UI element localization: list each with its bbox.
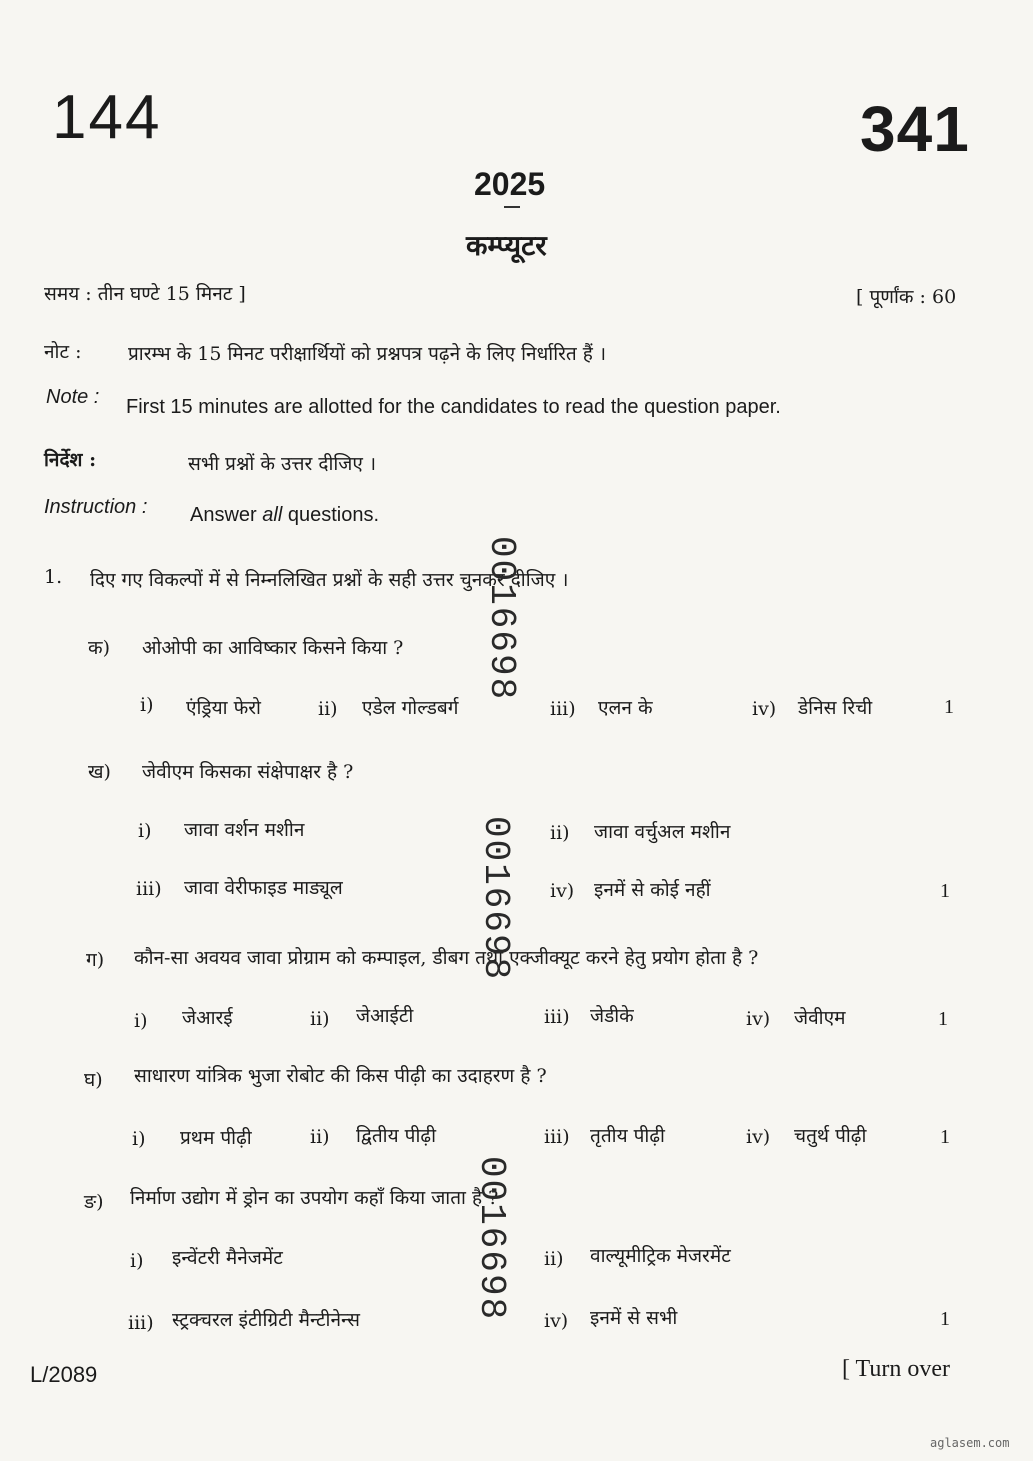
part-question: जेवीएम किसका संक्षेपाक्षर है ?: [142, 761, 354, 783]
part-label: ग): [86, 949, 105, 971]
part-question: निर्माण उद्योग में ड्रोन का उपयोग कहाँ किया जाता है ?: [130, 1187, 499, 1209]
footer-code: L/2089: [30, 1362, 98, 1387]
instruction-hi-text: सभी प्रश्नों के उत्तर दीजिए ।: [188, 453, 377, 475]
note-hi-label: नोट :: [44, 341, 82, 363]
option-number: iii): [544, 1006, 570, 1028]
option-text: जावा वर्शन मशीन: [184, 819, 305, 841]
serial-stamp: 0016698: [475, 816, 516, 982]
option-text: स्ट्रक्चरल इंटीग्रिटी मैन्टीनेन्स: [172, 1309, 360, 1331]
instruction-en-post: questions.: [282, 504, 379, 526]
part-question: कौन-सा अवयव जावा प्रोग्राम को कम्पाइल, डीबग तथा एक्जीक्यूट करने हेतु प्रयोग होता है ?: [134, 947, 759, 969]
option-text: एडेल गोल्डबर्ग: [362, 697, 459, 719]
option-text: जेवीएम: [794, 1007, 846, 1029]
part-label: क): [88, 637, 111, 659]
marks: 1: [940, 880, 950, 902]
option-number: i): [132, 1128, 146, 1150]
option-number: i): [134, 1010, 148, 1032]
option-text: इन्वेंटरी मैनेजमेंट: [172, 1247, 283, 1269]
instruction-en-text: [190, 504, 379, 527]
exam-year: 2025: [474, 166, 546, 202]
option-number: iv): [746, 1008, 771, 1030]
watermark: aglasem.com: [930, 1436, 1010, 1450]
option-text: जेआरई: [182, 1007, 233, 1029]
option-number: i): [140, 694, 154, 716]
question-number: 1.: [44, 566, 63, 588]
part-question: साधारण यांत्रिक भुजा रोबोट की किस पीढ़ी का उदाहरण है ?: [134, 1065, 547, 1087]
part-question: ओओपी का आविष्कार किसने किया ?: [142, 637, 404, 659]
instruction-en-all: all: [262, 504, 283, 526]
option-number: iii): [136, 878, 162, 900]
note-en-label: Note :: [46, 386, 100, 408]
time-allowed: समय : तीन घण्टे 15 मिनट ]: [44, 283, 246, 305]
option-text: एंड्रिया फेरो: [186, 697, 261, 719]
marks: 1: [940, 1308, 950, 1330]
option-text: चतुर्थ पीढ़ी: [794, 1125, 867, 1147]
option-text: वाल्यूमीट्रिक मेजरमेंट: [590, 1245, 731, 1267]
max-marks: [ पूर्णांक : 60: [856, 286, 957, 308]
option-number: i): [138, 820, 152, 842]
option-number: iv): [752, 698, 777, 720]
option-text: इनमें से कोई नहीं: [594, 879, 711, 901]
option-number: i): [130, 1250, 144, 1272]
paper-code-left: 144: [52, 83, 162, 152]
note-hi-text: प्रारम्भ के 15 मिनट परीक्षार्थियों को प्रश्नपत्र पढ़ने के लिए निर्धारित हैं ।: [128, 343, 607, 365]
instruction-hi-label: निर्देश :: [44, 449, 97, 471]
option-number: ii): [550, 822, 570, 844]
option-text: तृतीय पीढ़ी: [590, 1125, 665, 1147]
option-number: iv): [544, 1310, 569, 1332]
part-label: ङ): [84, 1191, 104, 1213]
option-text: द्वितीय पीढ़ी: [356, 1125, 436, 1147]
option-number: iv): [550, 880, 575, 902]
option-number: ii): [310, 1126, 330, 1148]
option-number: iii): [550, 698, 576, 720]
option-text: जावा वर्चुअल मशीन: [594, 821, 731, 843]
option-text: जेडीके: [590, 1005, 634, 1027]
option-number: ii): [318, 698, 338, 720]
marks: 1: [944, 696, 954, 718]
option-text: जेआईटी: [356, 1005, 414, 1027]
marks: 1: [938, 1008, 948, 1030]
serial-stamp: 0016698: [471, 1156, 512, 1322]
option-text: जावा वेरीफाइड माड्यूल: [184, 877, 343, 899]
option-number: iii): [128, 1312, 154, 1334]
marks: 1: [940, 1126, 950, 1148]
question-text: दिए गए विकल्पों में से निम्नलिखित प्रश्नों के सही उत्तर चुनकर दीजिए ।: [90, 569, 569, 591]
option-text: प्रथम पीढ़ी: [180, 1127, 252, 1149]
option-text: एलन के: [598, 697, 653, 719]
turn-over: [ Turn over: [842, 1356, 951, 1382]
year-underline: [504, 206, 520, 208]
option-number: ii): [310, 1008, 330, 1030]
subject-title: कम्प्यूटर: [466, 229, 547, 262]
option-number: ii): [544, 1248, 564, 1270]
instruction-en-label: Instruction :: [44, 496, 148, 518]
option-number: iii): [544, 1126, 570, 1148]
serial-stamp: 0016698: [481, 536, 522, 702]
note-en-text: First 15 minutes are allotted for the candidates to read the question paper.: [126, 396, 781, 418]
option-number: iv): [746, 1126, 771, 1148]
option-text: इनमें से सभी: [590, 1307, 678, 1329]
part-label: घ): [84, 1069, 103, 1091]
part-label: ख): [88, 761, 111, 783]
paper-code-right: 341: [860, 93, 970, 165]
option-text: डेनिस रिची: [798, 697, 873, 719]
instruction-en-pre: Answer: [190, 504, 263, 526]
